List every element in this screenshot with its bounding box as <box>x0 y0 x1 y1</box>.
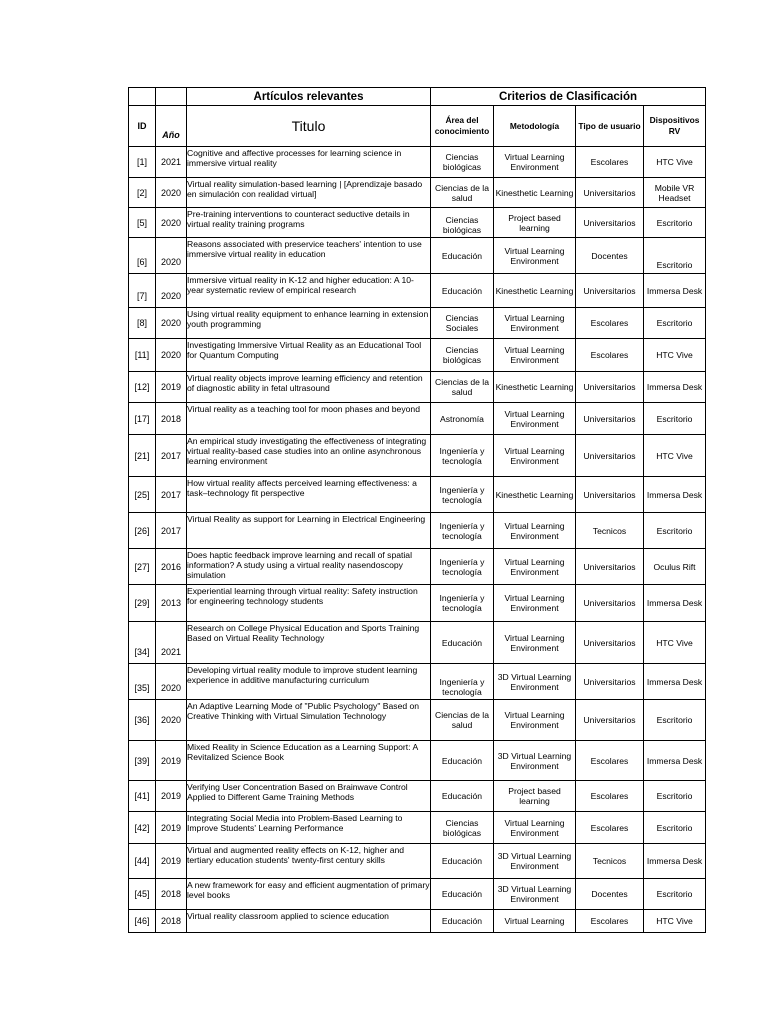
row-year: 2019 <box>156 812 187 844</box>
row-methodology: Virtual Learning Environment <box>494 147 576 178</box>
row-title: Virtual and augmented reality effects on K-12, higher and tertiary education students' twenty-first century skills <box>187 844 431 879</box>
row-area: Educación <box>431 844 494 879</box>
row-year: 2019 <box>156 372 187 403</box>
row-year: 2019 <box>156 781 187 812</box>
row-id: [21] <box>129 435 156 477</box>
row-title: Investigating Immersive Virtual Reality as an Educational Tool for Quantum Computing <box>187 339 431 372</box>
row-year: 2016 <box>156 549 187 585</box>
row-title: Immersive virtual reality in K-12 and higher education: A 10-year systematic review of empirical research <box>187 274 431 308</box>
col-header-title: Titulo <box>187 106 431 147</box>
row-year: 2020 <box>156 339 187 372</box>
row-year: 2020 <box>156 238 187 274</box>
row-year: 2020 <box>156 308 187 339</box>
table-row <box>129 622 706 664</box>
table-row <box>129 308 706 339</box>
row-year: 2020 <box>156 274 187 308</box>
row-user-type: Escolares <box>576 741 644 781</box>
row-area: Ciencias de la salud <box>431 372 494 403</box>
row-vr-device: Escritorio <box>644 812 706 844</box>
table-row <box>129 910 706 933</box>
table-row <box>129 208 706 238</box>
row-methodology: Kinesthetic Learning <box>494 372 576 403</box>
table-row <box>129 147 706 178</box>
row-id: [42] <box>129 812 156 844</box>
row-id: [6] <box>129 238 156 274</box>
row-methodology: Virtual Learning Environment <box>494 513 576 549</box>
row-user-type: Universitarios <box>576 274 644 308</box>
row-area: Ciencias biológicas <box>431 147 494 178</box>
row-id: [44] <box>129 844 156 879</box>
row-area: Ciencias de la salud <box>431 178 494 208</box>
row-id: [36] <box>129 700 156 741</box>
row-year: 2020 <box>156 178 187 208</box>
row-title: Developing virtual reality module to improve student learning experience in additive manufacturing curriculum <box>187 664 431 700</box>
row-vr-device: Escritorio <box>644 700 706 741</box>
row-methodology: 3D Virtual Learning Environment <box>494 879 576 910</box>
row-user-type: Tecnicos <box>576 844 644 879</box>
row-vr-device: Escritorio <box>644 238 706 274</box>
table-row <box>129 274 706 308</box>
row-methodology: Project based learning <box>494 208 576 238</box>
col-header-id: ID <box>129 106 156 147</box>
table-row <box>129 664 706 700</box>
row-methodology: Virtual Learning <box>494 910 576 933</box>
row-vr-device: Immersa Desk <box>644 477 706 513</box>
row-year: 2021 <box>156 147 187 178</box>
row-methodology: Virtual Learning Environment <box>494 585 576 622</box>
row-area: Ingeniería y tecnología <box>431 477 494 513</box>
row-vr-device: Immersa Desk <box>644 844 706 879</box>
table-row <box>129 513 706 549</box>
row-year: 2020 <box>156 664 187 700</box>
row-area: Educación <box>431 622 494 664</box>
row-user-type: Escolares <box>576 781 644 812</box>
row-title: An empirical study investigating the effectiveness of integrating virtual reality-based case studies into an online asynchronous learning environment <box>187 435 431 477</box>
row-methodology: Kinesthetic Learning <box>494 477 576 513</box>
row-year: 2018 <box>156 910 187 933</box>
row-id: [46] <box>129 910 156 933</box>
row-id: [26] <box>129 513 156 549</box>
table-row <box>129 700 706 741</box>
table-row <box>129 403 706 435</box>
col-header-methodology: Metodología <box>494 106 576 147</box>
table-row <box>129 879 706 910</box>
row-area: Educación <box>431 910 494 933</box>
row-methodology: 3D Virtual Learning Environment <box>494 664 576 700</box>
row-year: 2019 <box>156 741 187 781</box>
row-user-type: Universitarios <box>576 372 644 403</box>
row-title: Reasons associated with preservice teachers' intention to use immersive virtual reality in education <box>187 238 431 274</box>
row-vr-device: Immersa Desk <box>644 585 706 622</box>
row-id: [11] <box>129 339 156 372</box>
row-area: Ingeniería y tecnología <box>431 435 494 477</box>
row-id: [29] <box>129 585 156 622</box>
row-area: Educación <box>431 274 494 308</box>
group-header-criteria: Criterios de Clasificación <box>431 88 706 106</box>
row-area: Ingeniería y tecnología <box>431 513 494 549</box>
table-row <box>129 372 706 403</box>
table-row <box>129 435 706 477</box>
table-row <box>129 585 706 622</box>
row-area: Ingeniería y tecnología <box>431 585 494 622</box>
table-row <box>129 339 706 372</box>
row-user-type: Escolares <box>576 339 644 372</box>
row-methodology: Virtual Learning Environment <box>494 403 576 435</box>
row-vr-device: Oculus Rift <box>644 549 706 585</box>
row-methodology: Virtual Learning Environment <box>494 622 576 664</box>
row-id: [35] <box>129 664 156 700</box>
row-vr-device: Escritorio <box>644 879 706 910</box>
row-user-type: Universitarios <box>576 403 644 435</box>
row-vr-device: Immersa Desk <box>644 274 706 308</box>
row-id: [1] <box>129 147 156 178</box>
table-row <box>129 741 706 781</box>
row-area: Educación <box>431 781 494 812</box>
row-title: Verifying User Concentration Based on Brainwave Control Applied to Different Game Training Methods <box>187 781 431 812</box>
row-user-type: Escolares <box>576 910 644 933</box>
row-title: Virtual Reality as support for Learning in Electrical Engineering <box>187 513 431 549</box>
row-year: 2017 <box>156 477 187 513</box>
row-area: Ciencias Sociales <box>431 308 494 339</box>
group-header-articles: Artículos relevantes <box>187 88 431 106</box>
row-title: How virtual reality affects perceived learning effectiveness: a task–technology fit perspective <box>187 477 431 513</box>
row-title: Virtual reality simulation-based learning | [Aprendizaje basado en simulación con realidad virtual] <box>187 178 431 208</box>
row-area: Ciencias de la salud <box>431 700 494 741</box>
row-vr-device: Escritorio <box>644 513 706 549</box>
row-vr-device: HTC Vive <box>644 435 706 477</box>
row-user-type: Universitarios <box>576 585 644 622</box>
row-user-type: Universitarios <box>576 664 644 700</box>
row-id: [8] <box>129 308 156 339</box>
row-user-type: Universitarios <box>576 208 644 238</box>
row-user-type: Docentes <box>576 238 644 274</box>
row-methodology: Virtual Learning Environment <box>494 812 576 844</box>
table-row <box>129 549 706 585</box>
row-area: Ciencias biológicas <box>431 812 494 844</box>
row-vr-device: Escritorio <box>644 208 706 238</box>
row-vr-device: Escritorio <box>644 308 706 339</box>
row-methodology: Virtual Learning Environment <box>494 238 576 274</box>
row-id: [17] <box>129 403 156 435</box>
row-id: [39] <box>129 741 156 781</box>
row-title: Virtual reality classroom applied to science education <box>187 910 431 933</box>
row-vr-device: HTC Vive <box>644 910 706 933</box>
table-row <box>129 178 706 208</box>
row-methodology: 3D Virtual Learning Environment <box>494 844 576 879</box>
row-year: 2020 <box>156 208 187 238</box>
row-id: [2] <box>129 178 156 208</box>
row-vr-device: Immersa Desk <box>644 741 706 781</box>
row-area: Educación <box>431 879 494 910</box>
row-year: 2013 <box>156 585 187 622</box>
row-title: Research on College Physical Education and Sports Training Based on Virtual Reality Technology <box>187 622 431 664</box>
row-year: 2021 <box>156 622 187 664</box>
row-title: Virtual reality objects improve learning efficiency and retention of diagnostic ability in fetal ultrasound <box>187 372 431 403</box>
row-area: Ciencias biológicas <box>431 339 494 372</box>
row-user-type: Docentes <box>576 879 644 910</box>
row-year: 2020 <box>156 700 187 741</box>
row-id: [5] <box>129 208 156 238</box>
row-vr-device: Immersa Desk <box>644 372 706 403</box>
col-header-area: Área del conocimiento <box>431 106 494 147</box>
row-methodology: Virtual Learning Environment <box>494 435 576 477</box>
row-vr-device: HTC Vive <box>644 622 706 664</box>
row-vr-device: Immersa Desk <box>644 664 706 700</box>
row-id: [41] <box>129 781 156 812</box>
row-area: Ingeniería y tecnología <box>431 664 494 700</box>
row-user-type: Escolares <box>576 147 644 178</box>
table-row <box>129 477 706 513</box>
row-user-type: Universitarios <box>576 549 644 585</box>
row-id: [25] <box>129 477 156 513</box>
table-row <box>129 238 706 274</box>
group-header-row <box>129 88 706 106</box>
row-area: Ciencias biológicas <box>431 208 494 238</box>
row-title: Using virtual reality equipment to enhance learning in extension youth programming <box>187 308 431 339</box>
row-user-type: Escolares <box>576 812 644 844</box>
row-title: An Adaptive Learning Mode of "Public Psychology" Based on Creative Thinking with Virtual Simulation Technology <box>187 700 431 741</box>
row-vr-device: Escritorio <box>644 781 706 812</box>
row-user-type: Universitarios <box>576 477 644 513</box>
row-vr-device: HTC Vive <box>644 339 706 372</box>
table-row <box>129 812 706 844</box>
row-area: Educación <box>431 741 494 781</box>
row-vr-device: HTC Vive <box>644 147 706 178</box>
row-vr-device: Escritorio <box>644 403 706 435</box>
row-methodology: Virtual Learning Environment <box>494 308 576 339</box>
row-methodology: Kinesthetic Learning <box>494 274 576 308</box>
row-area: Ingeniería y tecnología <box>431 549 494 585</box>
row-methodology: Project based learning <box>494 781 576 812</box>
row-id: [34] <box>129 622 156 664</box>
row-year: 2019 <box>156 844 187 879</box>
row-title: Experiential learning through virtual reality: Safety instruction for engineering technology students <box>187 585 431 622</box>
row-user-type: Universitarios <box>576 435 644 477</box>
row-user-type: Tecnicos <box>576 513 644 549</box>
table-row <box>129 781 706 812</box>
col-header-year: Año <box>156 106 187 147</box>
row-user-type: Universitarios <box>576 700 644 741</box>
row-title: Pre-training interventions to counteract seductive details in virtual reality training programs <box>187 208 431 238</box>
row-id: [45] <box>129 879 156 910</box>
row-year: 2017 <box>156 435 187 477</box>
row-user-type: Universitarios <box>576 622 644 664</box>
row-methodology: Virtual Learning Environment <box>494 700 576 741</box>
row-title: Virtual reality as a teaching tool for moon phases and beyond <box>187 403 431 435</box>
col-header-vr-devices: Dispositivos RV <box>644 106 706 147</box>
col-header-user-type: Tipo de usuario <box>576 106 644 147</box>
row-title: Cognitive and affective processes for learning science in immersive virtual reality <box>187 147 431 178</box>
row-user-type: Escolares <box>576 308 644 339</box>
row-area: Educación <box>431 238 494 274</box>
row-year: 2018 <box>156 879 187 910</box>
row-id: [12] <box>129 372 156 403</box>
row-title: Integrating Social Media into Problem-Based Learning to Improve Students' Learning Performance <box>187 812 431 844</box>
row-user-type: Universitarios <box>576 178 644 208</box>
row-methodology: Virtual Learning Environment <box>494 339 576 372</box>
row-id: [7] <box>129 274 156 308</box>
articles-table <box>128 87 706 933</box>
row-methodology: Virtual Learning Environment <box>494 549 576 585</box>
row-year: 2017 <box>156 513 187 549</box>
row-title: Mixed Reality in Science Education as a Learning Support: A Revitalized Science Book <box>187 741 431 781</box>
row-id: [27] <box>129 549 156 585</box>
row-vr-device: Mobile VR Headset <box>644 178 706 208</box>
column-header-row <box>129 106 706 147</box>
row-methodology: Kinesthetic Learning <box>494 178 576 208</box>
row-area: Astronomía <box>431 403 494 435</box>
row-year: 2018 <box>156 403 187 435</box>
table-row <box>129 844 706 879</box>
row-title: A new framework for easy and efficient augmentation of primary level books <box>187 879 431 910</box>
row-methodology: 3D Virtual Learning Environment <box>494 741 576 781</box>
row-title: Does haptic feedback improve learning and recall of spatial information? A study using a virtual reality nasendoscopy simulation <box>187 549 431 585</box>
